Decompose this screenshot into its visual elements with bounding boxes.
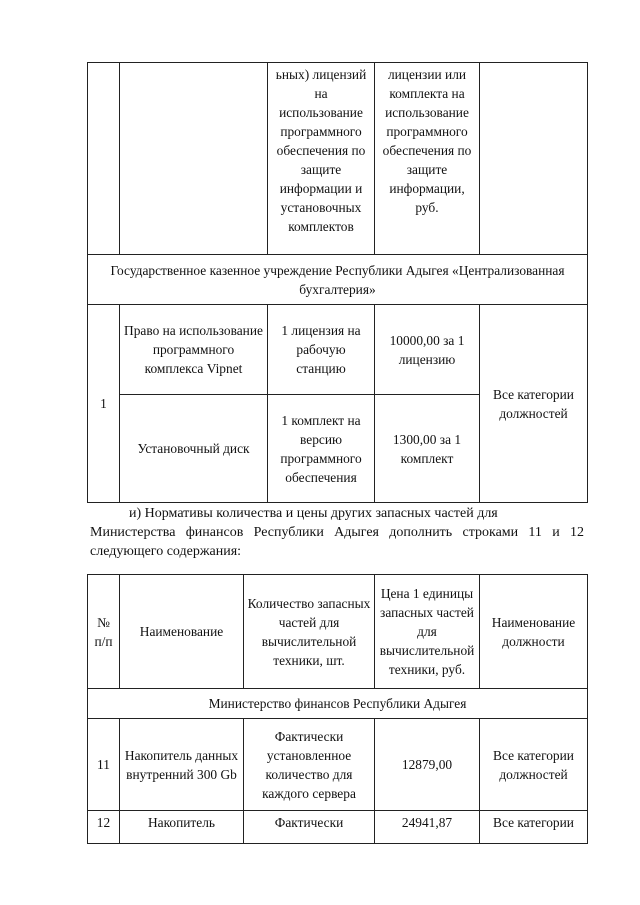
license-count-header-continued: ьных) лицензий на использование программного обеспечения по защите информации и установочных комплектов	[268, 63, 375, 255]
table-cell	[120, 63, 268, 255]
row-number: 1	[88, 305, 120, 503]
item-price: 12879,00	[375, 719, 480, 811]
item-name: Накопитель	[120, 811, 244, 844]
org-header: Государственное казенное учреждение Республики Адыгея «Централизованная бухгалтерия»	[88, 255, 588, 305]
org-header-row	[88, 255, 588, 305]
item-position: Все категории должностей	[480, 719, 588, 811]
body-paragraph	[90, 504, 584, 561]
header-row	[88, 575, 588, 689]
item-name: Установочный диск	[120, 395, 268, 503]
header-price: Цена 1 единицы запасных частей для вычислительной техники, руб.	[375, 575, 480, 689]
item-price: 1300,00 за 1 комплект	[375, 395, 480, 503]
item-position: Все категории	[480, 811, 588, 844]
header-position: Наименование должности	[480, 575, 588, 689]
item-quantity: 1 комплект на версию программного обеспечения	[268, 395, 375, 503]
header-num: № п/п	[88, 575, 120, 689]
item-position: Все категории должностей	[480, 305, 588, 503]
item-name: Право на использование программного комплекса Vipnet	[120, 305, 268, 395]
item-quantity: Фактически установленное количество для каждого сервера	[244, 719, 375, 811]
item-quantity: Фактически	[244, 811, 375, 844]
spare-parts-table	[87, 574, 588, 844]
org-header: Министерство финансов Республики Адыгея	[88, 689, 588, 719]
table-cell	[480, 63, 588, 255]
licenses-table	[87, 62, 588, 503]
item-quantity: 1 лицензия на рабочую станцию	[268, 305, 375, 395]
item-price: 10000,00 за 1 лицензию	[375, 305, 480, 395]
paragraph-rest: Министерства финансов Республики Адыгея дополнить строками 11 и 12 следующего содержания:	[90, 525, 584, 559]
org-header-row	[88, 689, 588, 719]
table-row	[88, 811, 588, 844]
row-number: 12	[88, 811, 120, 844]
header-quantity: Количество запасных частей для вычислительной техники, шт.	[244, 575, 375, 689]
item-name: Накопитель данных внутренний 300 Gb	[120, 719, 244, 811]
table-row	[88, 63, 588, 255]
table-row	[88, 719, 588, 811]
table-row	[88, 305, 588, 395]
license-price-header-continued: лицензии или комплекта на использование программного обеспечения по защите информации, руб.	[375, 63, 480, 255]
row-number: 11	[88, 719, 120, 811]
paragraph-first-line: и) Нормативы количества и цены других запасных частей для	[129, 506, 498, 521]
item-price: 24941,87	[375, 811, 480, 844]
header-name: Наименование	[120, 575, 244, 689]
table-cell	[88, 63, 120, 255]
